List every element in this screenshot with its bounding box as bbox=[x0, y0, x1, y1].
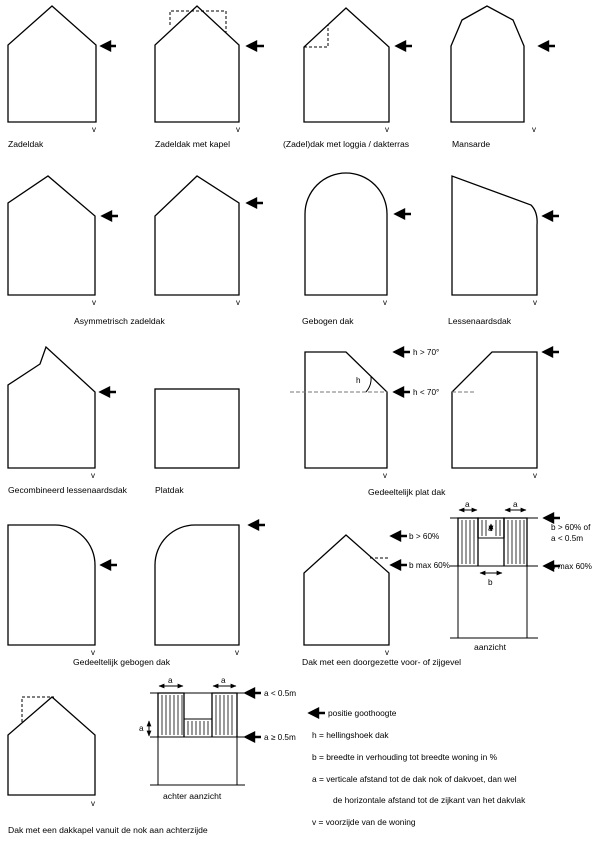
label-achter-aanzicht: achter aanzicht bbox=[163, 791, 222, 801]
legend bbox=[310, 708, 526, 827]
legend-a1: a = verticale afstand tot de dak nok of dakvoet, dan wel bbox=[312, 774, 517, 784]
shape-zadeldak-kapel bbox=[155, 6, 239, 122]
legend-v: v = voorzijde van de woning bbox=[312, 817, 416, 827]
shape-platdak bbox=[155, 389, 239, 468]
label-aanzicht: aanzicht bbox=[474, 642, 507, 652]
shape-dakkapel-nok bbox=[8, 697, 95, 795]
label-h-gt-70: h > 70° bbox=[413, 348, 440, 357]
gutter-arrow-icon bbox=[102, 561, 117, 569]
gutter-arrow-icon bbox=[395, 388, 410, 396]
front-marker: v bbox=[383, 298, 387, 307]
caption-zadeldak-kapel: Zadeldak met kapel bbox=[155, 139, 230, 149]
gutter-arrow-icon bbox=[544, 212, 559, 220]
gutter-arrow-icon bbox=[544, 348, 559, 356]
front-marker: v bbox=[92, 125, 96, 134]
gutter-arrow-icon bbox=[101, 388, 116, 396]
shape-gebogen bbox=[305, 173, 387, 295]
shape-loggia bbox=[304, 8, 389, 122]
shape-lessenaar bbox=[452, 176, 537, 295]
gutter-arrow-icon bbox=[248, 199, 263, 207]
label-h-lt-70: h < 70° bbox=[413, 388, 440, 397]
label-a-lt-05-top: a < 0.5m bbox=[551, 534, 584, 543]
caption-gedeeltelijk-gebogen: Gedeeltelijk gebogen dak bbox=[73, 657, 170, 667]
label-b-max-60-right: b max 60% bbox=[551, 562, 592, 571]
shape-doorgezette-gevel bbox=[304, 535, 389, 645]
front-marker: v bbox=[533, 471, 537, 480]
shape-gedeeltelijk-gebogen-1 bbox=[8, 525, 95, 645]
front-marker: v bbox=[532, 125, 536, 134]
caption-gebogen: Gebogen dak bbox=[302, 316, 354, 326]
gutter-arrow-icon bbox=[103, 212, 118, 220]
front-marker: v bbox=[385, 648, 389, 657]
label-a-ge-05: a ≥ 0.5m bbox=[264, 733, 296, 742]
elevation-aanzicht bbox=[450, 500, 538, 638]
caption-platdak: Platdak bbox=[155, 485, 184, 495]
legend-h: h = hellingshoek dak bbox=[312, 730, 389, 740]
gap-a-label: a bbox=[488, 524, 493, 533]
front-marker: v bbox=[92, 298, 96, 307]
gutter-arrow-icon bbox=[250, 521, 265, 529]
dim-a-label: a bbox=[465, 500, 470, 509]
shape-gedeeltelijk-gebogen-2 bbox=[155, 525, 239, 645]
shape-asymmetrisch-2 bbox=[155, 176, 239, 295]
caption-zadeldak: Zadeldak bbox=[8, 139, 44, 149]
front-marker: v bbox=[533, 298, 537, 307]
gutter-arrow-icon bbox=[545, 514, 560, 522]
shape-gecombineerd bbox=[8, 347, 95, 468]
caption-loggia: (Zadel)dak met loggia / dakterras bbox=[283, 139, 410, 149]
gutter-arrow-icon bbox=[540, 42, 555, 50]
label-b-gt-60-of: b > 60% of bbox=[551, 523, 591, 532]
dim-a-label: a bbox=[221, 676, 226, 685]
caption-lessenaar: Lessenaardsdak bbox=[448, 316, 512, 326]
legend-positie: positie goothoogte bbox=[328, 708, 397, 718]
gutter-arrow-icon bbox=[392, 561, 407, 569]
angle-h-label: h bbox=[356, 376, 361, 385]
gutter-arrow-icon bbox=[395, 348, 410, 356]
caption-asymmetrisch: Asymmetrisch zadeldak bbox=[74, 316, 165, 326]
front-marker: v bbox=[91, 648, 95, 657]
front-marker: v bbox=[236, 125, 240, 134]
dim-a-vertical-label: a bbox=[139, 724, 144, 733]
gutter-arrow-icon bbox=[397, 42, 412, 50]
caption-gecombineerd: Gecombineerd lessenaardsdak bbox=[8, 485, 127, 495]
elevation-achter-aanzicht bbox=[139, 676, 245, 785]
gutter-arrow-icon bbox=[310, 709, 325, 717]
gutter-arrow-icon bbox=[246, 689, 261, 697]
front-marker: v bbox=[385, 125, 389, 134]
shape-asymmetrisch bbox=[8, 176, 95, 295]
shape-zadeldak bbox=[8, 6, 96, 122]
gutter-arrow-icon bbox=[248, 42, 264, 50]
dim-a-label: a bbox=[513, 500, 518, 509]
caption-doorgezette-gevel: Dak met een doorgezette voor- of zijgevel bbox=[302, 657, 462, 667]
legend-a2: de horizontale afstand tot de zijkant van het dakvlak bbox=[333, 795, 526, 805]
front-marker: v bbox=[383, 471, 387, 480]
dim-a-label: a bbox=[168, 676, 173, 685]
shape-mansarde bbox=[451, 6, 524, 122]
front-marker: v bbox=[236, 298, 240, 307]
gutter-arrow-icon bbox=[246, 733, 261, 741]
shape-gedeeltelijk-plat-2 bbox=[452, 352, 537, 468]
gutter-arrow-icon bbox=[396, 210, 411, 218]
label-b-max-60: b max 60% bbox=[409, 561, 450, 570]
legend-b: b = breedte in verhouding tot breedte woning in % bbox=[312, 752, 498, 762]
shape-gedeeltelijk-plat-1 bbox=[290, 352, 387, 468]
caption-gedeeltelijk-plat: Gedeeltelijk plat dak bbox=[368, 487, 446, 497]
caption-mansarde: Mansarde bbox=[452, 139, 491, 149]
front-marker: v bbox=[91, 799, 95, 808]
dim-b-label: b bbox=[488, 578, 493, 587]
label-b-gt-60: b > 60% bbox=[409, 532, 440, 541]
caption-dakkapel-nok: Dak met een dakkapel vanuit de nok aan achterzijde bbox=[8, 825, 208, 835]
gutter-arrow-icon bbox=[392, 532, 407, 540]
front-marker: v bbox=[91, 471, 95, 480]
gutter-arrow-icon bbox=[102, 42, 116, 50]
label-a-lt-05: a < 0.5m bbox=[264, 689, 297, 698]
front-marker: v bbox=[235, 648, 239, 657]
